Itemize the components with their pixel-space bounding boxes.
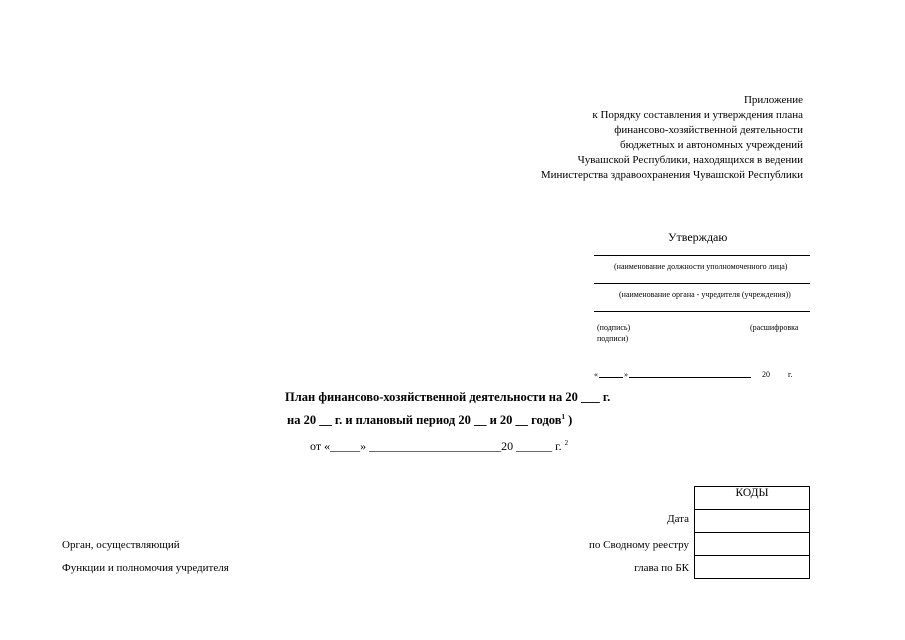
appendix-line: Министерства здравоохранения Чувашской Республики <box>540 169 803 181</box>
left-label-organ: Орган, осуществляющий <box>62 539 180 551</box>
approve-heading: Утверждаю <box>668 230 728 244</box>
left-label-functions: Функции и полномочия учредителя <box>62 562 229 574</box>
position-caption: (наименование должности уполномоченного лица) <box>614 262 788 271</box>
codes-header: КОДЫ <box>695 487 810 510</box>
position-line <box>594 255 810 256</box>
organ-caption: (наименование органа - учредителя (учреждения)) <box>619 290 791 299</box>
plan-date <box>310 439 568 454</box>
organ-line <box>594 283 810 284</box>
date-open-quote: « <box>594 370 598 379</box>
plan-title: План финансово-хозяйственной деятельности на 20 ___ г. <box>285 390 611 404</box>
decode-caption: (расшифровка <box>750 323 799 332</box>
footnote-2-mark: 2 <box>564 439 569 447</box>
signature-caption: (подпись) <box>597 323 631 332</box>
footnote-1-mark: 1 <box>561 413 565 421</box>
date-close-quote: » <box>624 370 628 379</box>
plan-date-text: от «_____» ______________________20 ______ г. <box>310 439 562 453</box>
codes-table <box>694 486 810 579</box>
date-month-line <box>629 377 751 378</box>
appendix-block <box>541 93 803 183</box>
appendix-line: бюджетных и автономных учреждений <box>620 139 803 151</box>
code-cell-date[interactable] <box>695 510 810 533</box>
row-label-bk-head: глава по БК <box>634 562 689 574</box>
signature-line <box>594 311 810 312</box>
date-g: г. <box>788 370 793 379</box>
row-label-registry: по Сводному реестру <box>589 539 689 551</box>
code-cell-bk-head[interactable] <box>695 556 810 579</box>
appendix-line: Чувашской Республики, находящихся в ведении <box>577 154 803 166</box>
plan-period-end: ) <box>564 413 573 428</box>
appendix-line: к Порядку составления и утверждения плана <box>592 109 803 121</box>
code-cell-registry[interactable] <box>695 533 810 556</box>
date-day-line <box>599 377 623 378</box>
decode-caption-continued: подписи) <box>597 334 629 343</box>
appendix-line: финансово-хозяйственной деятельности <box>614 124 803 136</box>
appendix-line: Приложение <box>743 94 803 106</box>
date-year: 20 <box>762 370 770 379</box>
plan-period <box>287 413 572 428</box>
row-label-date: Дата <box>667 513 689 525</box>
plan-period-text: на 20 __ г. и плановый период 20 __ и 20 __ годов <box>287 413 562 428</box>
